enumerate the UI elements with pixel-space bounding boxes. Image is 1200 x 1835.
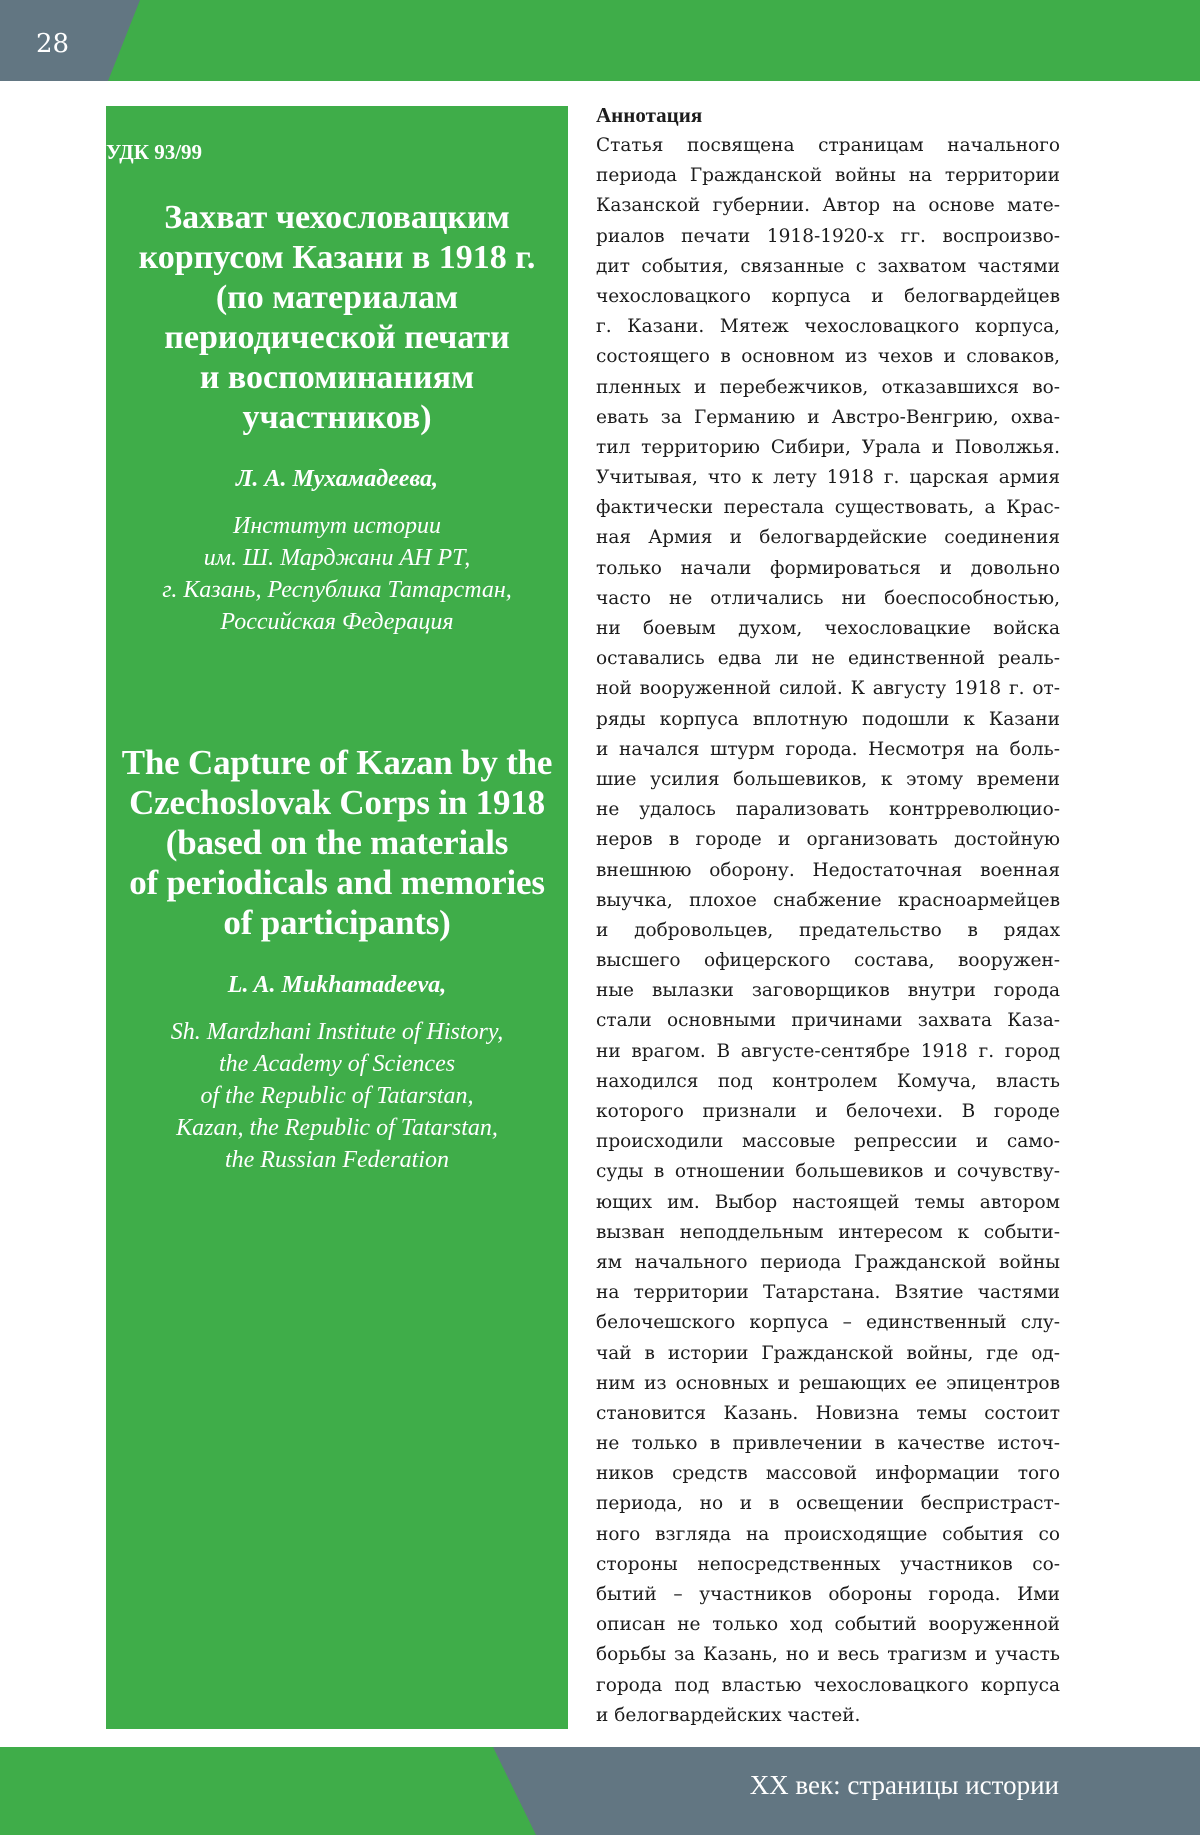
- title-en-line: of periodicals and memories: [106, 863, 568, 903]
- annotation-line: белочешского корпуса – единственный слу-: [596, 1308, 1060, 1338]
- annotation-text: [596, 131, 1060, 1731]
- annotation-line: ников средств массовой информации того: [596, 1459, 1060, 1489]
- affiliation-ru: [106, 510, 568, 638]
- title-ru-line: участников): [106, 398, 568, 438]
- title-en-line: (based on the materials: [106, 823, 568, 863]
- annotation-line: на территории Татарстана. Взятие частями: [596, 1278, 1060, 1308]
- annotation-line: пленных и перебежчиков, отказавшихся во-: [596, 373, 1060, 403]
- article-title-en: [106, 743, 568, 943]
- annotation-line: находился под контролем Комуча, власть: [596, 1067, 1060, 1097]
- annotation-heading: Аннотация: [596, 103, 702, 128]
- header-band: [0, 0, 1200, 81]
- author-ru: Л. А. Мухамадеева,: [106, 466, 568, 493]
- annotation-line: тил территорию Сибири, Урала и Поволжья.: [596, 433, 1060, 463]
- annotation-line: Статья посвящена страницам начального: [596, 131, 1060, 161]
- affiliation-ru-line: им. Ш. Марджани АН РТ,: [106, 542, 568, 574]
- annotation-line: чай в истории Гражданской войны, где од-: [596, 1339, 1060, 1369]
- affiliation-en-line: Sh. Mardzhani Institute of History,: [106, 1016, 568, 1048]
- affiliation-en-line: of the Republic of Tatarstan,: [106, 1080, 568, 1112]
- annotation-line: ни врагом. В августе-сентябре 1918 г. город: [596, 1037, 1060, 1067]
- annotation-line: ной вооруженной силой. К августу 1918 г. от-: [596, 674, 1060, 704]
- affiliation-ru-line: Российская Федерация: [106, 606, 568, 638]
- annotation-line: не только в привлечении в качестве источ-: [596, 1429, 1060, 1459]
- annotation-line: периода, но и в освещении беспристраст-: [596, 1489, 1060, 1519]
- annotation-line: города под властью чехословацкого корпуса: [596, 1671, 1060, 1701]
- annotation-line: которого признали и белочехи. В городе: [596, 1097, 1060, 1127]
- affiliation-en-line: the Russian Federation: [106, 1144, 568, 1176]
- affiliation-en-line: Kazan, the Republic of Tatarstan,: [106, 1112, 568, 1144]
- annotation-line: фактически перестала существовать, а Крас-: [596, 493, 1060, 523]
- annotation-line: ни боевым духом, чехословацкие войска: [596, 614, 1060, 644]
- annotation-line: ные вылазки заговорщиков внутри города: [596, 976, 1060, 1006]
- title-ru-line: (по материалам: [106, 278, 568, 318]
- affiliation-en-line: the Academy of Sciences: [106, 1048, 568, 1080]
- annotation-line: евать за Германию и Австро-Венгрию, охва-: [596, 403, 1060, 433]
- annotation-line: высшего офицерского состава, вооружен-: [596, 946, 1060, 976]
- page-number: 28: [36, 29, 69, 59]
- annotation-line: стали основными причинами захвата Каза-: [596, 1006, 1060, 1036]
- title-ru-line: и воспоминаниям: [106, 358, 568, 398]
- annotation-line: Учитывая, что к лету 1918 г. царская армия: [596, 463, 1060, 493]
- annotation-line: оставались едва ли не единственной реаль-: [596, 644, 1060, 674]
- annotation-line: периода Гражданской войны на территории: [596, 161, 1060, 191]
- annotation-line: и белогвардейских частей.: [596, 1701, 1060, 1731]
- annotation-line: чехословацкого корпуса и белогвардейцев: [596, 282, 1060, 312]
- title-en-line: Czechoslovak Corps in 1918: [106, 783, 568, 823]
- annotation-line: ям начального периода Гражданской войны: [596, 1248, 1060, 1278]
- udk-code: УДК 93/99: [106, 140, 202, 165]
- annotation-line: внешнюю оборону. Недостаточная военная: [596, 856, 1060, 886]
- title-en-line: of participants): [106, 903, 568, 943]
- annotation-line: ряды корпуса вплотную подошли к Казани: [596, 705, 1060, 735]
- affiliation-ru-line: Институт истории: [106, 510, 568, 542]
- annotation-line: вызван неподдельным интересом к событи-: [596, 1218, 1060, 1248]
- annotation-line: ющих им. Выбор настоящей темы автором: [596, 1188, 1060, 1218]
- annotation-line: происходили массовые репрессии и само-: [596, 1127, 1060, 1157]
- annotation-line: описан не только ход событий вооруженной: [596, 1610, 1060, 1640]
- annotation-line: ная Армия и белогвардейские соединения: [596, 523, 1060, 553]
- annotation-line: становится Казань. Новизна темы состоит: [596, 1399, 1060, 1429]
- journal-title: XX век: страницы истории: [750, 1770, 1059, 1801]
- annotation-line: риалов печати 1918-1920-х гг. воспроизво-: [596, 222, 1060, 252]
- annotation-line: и добровольцев, предательство в рядах: [596, 916, 1060, 946]
- title-ru-line: периодической печати: [106, 318, 568, 358]
- annotation-line: неров в городе и организовать достойную: [596, 825, 1060, 855]
- annotation-line: г. Казани. Мятеж чехословацкого корпуса,: [596, 312, 1060, 342]
- title-ru-line: корпусом Казани в 1918 г.: [106, 238, 568, 278]
- annotation-line: ним из основных и решающих ее эпицентров: [596, 1369, 1060, 1399]
- article-title-ru: [106, 198, 568, 438]
- annotation-line: только начали формироваться и довольно: [596, 554, 1060, 584]
- annotation-line: дит события, связанные с захватом частями: [596, 252, 1060, 282]
- annotation-line: борьбы за Казань, но и весь трагизм и участь: [596, 1640, 1060, 1670]
- annotation-line: шие усилия большевиков, к этому времени: [596, 765, 1060, 795]
- title-ru-line: Захват чехословацким: [106, 198, 568, 238]
- title-panel: [106, 106, 568, 1729]
- annotation-line: ного взгляда на происходящие события со: [596, 1520, 1060, 1550]
- annotation-line: суды в отношении большевиков и сочувству-: [596, 1157, 1060, 1187]
- annotation-line: стороны непосредственных участников со-: [596, 1550, 1060, 1580]
- affiliation-en: [106, 1016, 568, 1176]
- annotation-line: Казанской губернии. Автор на основе мате-: [596, 191, 1060, 221]
- annotation-line: не удалось парализовать контрреволюцио-: [596, 795, 1060, 825]
- affiliation-ru-line: г. Казань, Республика Татарстан,: [106, 574, 568, 606]
- annotation-line: часто не отличались ни боеспособностью,: [596, 584, 1060, 614]
- annotation-line: бытий – участников обороны города. Ими: [596, 1580, 1060, 1610]
- annotation-line: и начался штурм города. Несмотря на боль-: [596, 735, 1060, 765]
- annotation-line: состоящего в основном из чехов и словаков,: [596, 342, 1060, 372]
- title-en-line: The Capture of Kazan by the: [106, 743, 568, 783]
- author-en: L. A. Mukhamadeeva,: [106, 972, 568, 999]
- annotation-line: выучка, плохое снабжение красноармейцев: [596, 886, 1060, 916]
